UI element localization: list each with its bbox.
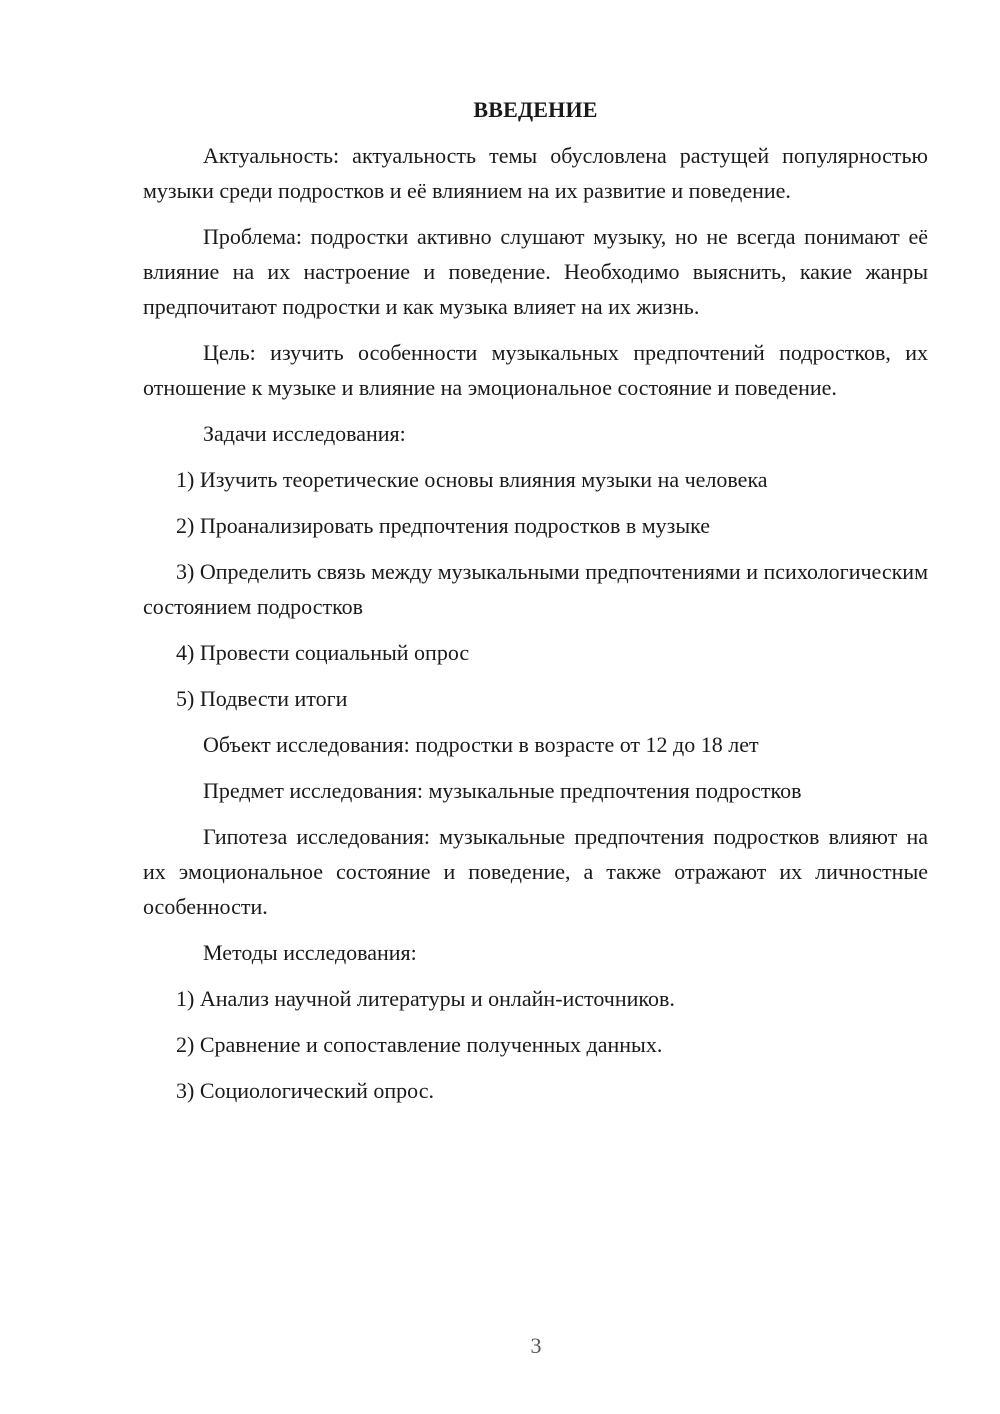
hypothesis-paragraph: Гипотеза исследования: музыкальные предпочтения подростков влияют на их эмоциональное состояние и поведение, а также отражают их личностные особенности. (143, 824, 928, 919)
task-item: 2) Проанализировать предпочтения подростков в музыке (176, 513, 711, 538)
method-item: 2) Сравнение и сопоставление полученных данных. (176, 1032, 663, 1057)
task-item: 3) Определить связь между музыкальными предпочтениями и психологическим состоянием подростков (143, 559, 928, 619)
task-item: 4) Провести социальный опрос (176, 640, 470, 665)
document-page (143, 92, 928, 1119)
problem-paragraph: Проблема: подростки активно слушают музыку, но не всегда понимают её влияние на их настроение и поведение. Необходимо выяснить, какие жанры предпочитают подростки и как музыка влияет на их жизнь. (143, 224, 928, 319)
relevance-paragraph: Актуальность: актуальность темы обусловлена растущей популярностью музыки среди подростков и её влиянием на их развитие и поведение. (143, 143, 928, 203)
goal-paragraph: Цель: изучить особенности музыкальных предпочтений подростков, их отношение к музыке и влияние на эмоциональное состояние и поведение. (143, 340, 928, 400)
page-number: 3 (530, 1333, 542, 1358)
task-item: 5) Подвести итоги (176, 686, 348, 711)
method-item: 3) Социологический опрос. (176, 1078, 434, 1103)
section-heading: ВВЕДЕНИЕ (473, 97, 598, 122)
object-paragraph: Объект исследования: подростки в возрасте от 12 до 18 лет (203, 732, 759, 757)
subject-paragraph: Предмет исследования: музыкальные предпочтения подростков (203, 778, 802, 803)
task-item: 1) Изучить теоретические основы влияния музыки на человека (176, 467, 768, 492)
tasks-label: Задачи исследования: (203, 421, 406, 446)
method-item: 1) Анализ научной литературы и онлайн-источников. (176, 986, 675, 1011)
methods-label: Методы исследования: (203, 940, 417, 965)
